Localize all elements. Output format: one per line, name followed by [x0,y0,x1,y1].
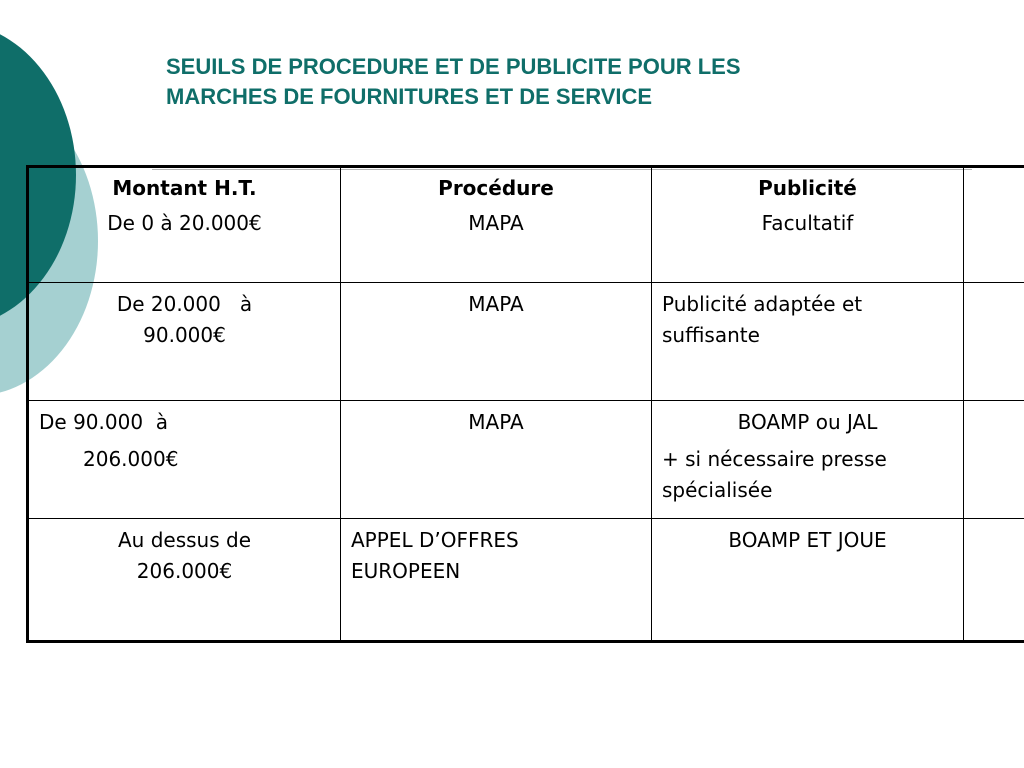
cell-text: Publicité adaptée et [662,292,863,316]
cell-text: 90.000€ [143,323,226,347]
table-cell-montant [28,401,341,519]
table-cell-publicite [652,167,964,283]
table-cell-publicite [652,283,964,401]
cell-text: 206.000€ [136,559,233,583]
table-cell-procedure [341,167,652,283]
slide-title-line-2: MARCHES DE FOURNITURES ET DE SERVICE [166,84,653,109]
table-cell-montant [28,519,341,642]
column-header-procedure: Procédure [438,176,554,200]
cell-text: 206.000€ [83,447,179,471]
cell-text: BOAMP ou JAL [737,410,878,434]
cell-text: APPEL D’OFFRES [351,528,519,552]
table-row [28,401,1024,519]
table-cell-publicite [652,519,964,642]
table-cell-procedure [341,283,652,401]
cell-text: MAPA [468,410,524,434]
cell-text: MAPA [468,211,524,235]
cell-text: suffisante [662,323,760,347]
cell-text: De 20.000 à [116,292,253,316]
cell-text: MAPA [468,292,524,316]
table-row [28,283,1024,401]
slide-title [166,52,906,112]
column-header-publicite: Publicité [758,176,857,200]
cell-text: Au dessus de [117,528,251,552]
table-row [28,167,1024,283]
table-cell-procedure [341,401,652,519]
table-cell-empty [964,519,1024,642]
table-cell-empty [964,167,1024,283]
cell-text: BOAMP ET JOUE [728,528,887,552]
cell-text: Facultatif [761,211,854,235]
table-cell-procedure [341,519,652,642]
table-cell-empty [964,401,1024,519]
cell-text: + si nécessaire presse [662,447,887,471]
table-cell-empty [964,283,1024,401]
cell-text: De 0 à 20.000€ [107,211,262,235]
column-header-montant: Montant H.T. [112,176,257,200]
table-cell-montant [28,283,341,401]
cell-text: De 90.000 à [39,410,169,434]
table-cell-publicite [652,401,964,519]
slide-title-line-1: SEUILS DE PROCEDURE ET DE PUBLICITE POUR LES [166,54,741,79]
thresholds-table [26,165,1024,643]
table-row [28,519,1024,642]
table-cell-montant [28,167,341,283]
cell-text: EUROPEEN [351,559,461,583]
cell-text: spécialisée [662,478,773,502]
